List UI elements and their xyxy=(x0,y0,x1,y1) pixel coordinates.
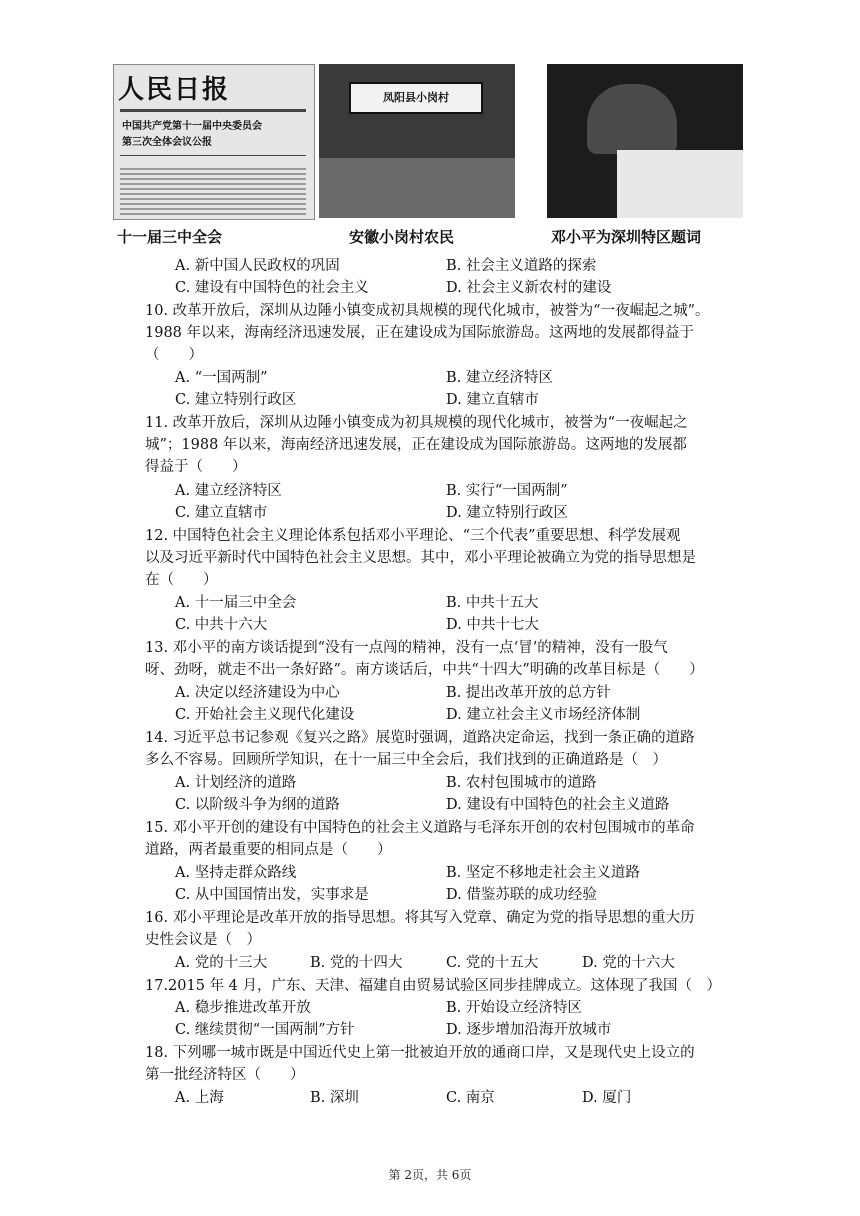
newspaper-headline-1: 中国共产党第十一届中央委员会 xyxy=(122,121,262,132)
page-number-footer: 第 2页，共 6页 xyxy=(388,1168,472,1182)
q10-stem-line: 10. 改革开放后，深圳从边陲小镇变成初具规模的现代化城市，被誉为“一夜崛起之城”。 xyxy=(145,303,710,319)
person-figure xyxy=(587,84,677,154)
q14-stem-line: 多么不容易。回顾所学知识，在十一届三中全会后，我们找到的正确道路是（ ） xyxy=(145,752,667,768)
caption-shenzhen: 邓小平为深圳特区题词 xyxy=(551,228,702,246)
newspaper-headline-2: 第三次全体会议公报 xyxy=(122,137,212,148)
q17-option-a[interactable]: A. 稳步推进改革开放 xyxy=(175,1000,311,1016)
q18-option-d[interactable]: D. 厦门 xyxy=(582,1090,632,1106)
q14-stem-line: 14. 习近平总书记参观《复兴之路》展览时强调，道路决定命运，找到一条正确的道路 xyxy=(145,730,695,746)
caption-plenum: 十一届三中全会 xyxy=(117,228,223,246)
q15-stem-line: 15. 邓小平开创的建设有中国特色的社会主义道路与毛泽东开创的农村包围城市的革命 xyxy=(145,820,695,836)
q10-stem-line: （ ） xyxy=(145,347,203,363)
q15-option-b[interactable]: B. 坚定不移地走社会主义道路 xyxy=(446,865,640,881)
q11-option-d[interactable]: D. 建立特别行政区 xyxy=(446,505,568,521)
q10-option-b[interactable]: B. 建立经济特区 xyxy=(446,370,553,386)
q12-option-d[interactable]: D. 中共十七大 xyxy=(446,617,539,633)
q16-option-d[interactable]: D. 党的十六大 xyxy=(582,955,675,971)
q13-option-c[interactable]: C. 开始社会主义现代化建设 xyxy=(175,707,355,723)
q11-stem-line: 城”；1988 年以来，海南经济迅速发展，正在建设成为国际旅游岛。这两地的发展都 xyxy=(145,437,687,453)
q11-option-b[interactable]: B. 实行“一国两制” xyxy=(446,483,568,499)
q17-option-b[interactable]: B. 开始设立经济特区 xyxy=(446,1000,582,1016)
q18-stem-line: 第一批经济特区（ ） xyxy=(145,1067,305,1083)
q17-stem-line: 17.2015 年 4 月，广东、天津、福建自由贸易试验区同步挂牌成立。这体现了我国（ ） xyxy=(145,978,722,994)
deng-inscription-photo xyxy=(547,64,743,218)
q18-option-c[interactable]: C. 南京 xyxy=(446,1090,495,1106)
q11-stem-line: 得益于（ ） xyxy=(145,459,247,475)
q16-stem-line: 16. 邓小平理论是改革开放的指导思想。将其写入党章、确定为党的指导思想的重大历 xyxy=(145,910,695,926)
q14-option-a[interactable]: A. 计划经济的道路 xyxy=(175,775,297,791)
q13-option-b[interactable]: B. 提出改革开放的总方针 xyxy=(446,685,611,701)
q16-option-b[interactable]: B. 党的十四大 xyxy=(310,955,403,971)
q15-option-c[interactable]: C. 从中国国情出发，实事求是 xyxy=(175,887,369,903)
q16-option-c[interactable]: C. 党的十五大 xyxy=(446,955,539,971)
q10-option-d[interactable]: D. 建立直辖市 xyxy=(446,392,539,408)
q13-stem-line: 呀、劲呀，就走不出一条好路”。南方谈话后，中共“十四大”明确的改革目标是（ ） xyxy=(145,662,704,678)
q11-option-c[interactable]: C. 建立直辖市 xyxy=(175,505,268,521)
q18-option-a[interactable]: A. 上海 xyxy=(175,1090,224,1106)
q12-stem-line: 在（ ） xyxy=(145,572,218,588)
q16-stem-line: 史性会议是（ ） xyxy=(145,932,261,948)
q14-option-c[interactable]: C. 以阶级斗争为纲的道路 xyxy=(175,797,340,813)
q12-option-b[interactable]: B. 中共十五大 xyxy=(446,595,539,611)
q9-option-c[interactable]: C. 建设有中国特色的社会主义 xyxy=(175,280,369,296)
q12-stem-line: 以及习近平新时代中国特色社会主义思想。其中，邓小平理论被确立为党的指导思想是 xyxy=(145,550,696,566)
q15-option-d[interactable]: D. 借鉴苏联的成功经验 xyxy=(446,887,597,903)
q17-option-c[interactable]: C. 继续贯彻“一国两制”方针 xyxy=(175,1022,355,1038)
xiaogang-gate-photo xyxy=(319,64,515,218)
q11-stem-line: 11. 改革开放后，深圳从边陲小镇变成为初具规模的现代化城市，被誉为“一夜崛起之 xyxy=(145,415,688,431)
calligraphy-paper xyxy=(617,150,743,218)
newspaper-masthead: 人民日报 xyxy=(118,75,231,105)
q12-stem-line: 12. 中国特色社会主义理论体系包括邓小平理论、“三个代表”重要思想、科学发展观 xyxy=(145,528,681,544)
q13-option-d[interactable]: D. 建立社会主义市场经济体制 xyxy=(446,707,641,723)
crowd-image xyxy=(319,158,515,218)
q14-option-b[interactable]: B. 农村包围城市的道路 xyxy=(446,775,597,791)
q15-option-a[interactable]: A. 坚持走群众路线 xyxy=(175,865,297,881)
q10-option-c[interactable]: C. 建立特别行政区 xyxy=(175,392,297,408)
q17-option-d[interactable]: D. 逐步增加沿海开放城市 xyxy=(446,1022,612,1038)
q13-option-a[interactable]: A. 决定以经济建设为中心 xyxy=(175,685,340,701)
q15-stem-line: 道路，两者最重要的相同点是（ ） xyxy=(145,842,392,858)
q12-option-c[interactable]: C. 中共十六大 xyxy=(175,617,268,633)
divider xyxy=(120,109,306,112)
newspaper-photo xyxy=(113,64,315,220)
q16-option-a[interactable]: A. 党的十三大 xyxy=(175,955,268,971)
divider xyxy=(120,155,306,156)
q12-option-a[interactable]: A. 十一届三中全会 xyxy=(175,595,297,611)
newspaper-text-block xyxy=(120,165,306,215)
q11-option-a[interactable]: A. 建立经济特区 xyxy=(175,483,282,499)
q13-stem-line: 13. 邓小平的南方谈话提到“没有一点闯的精神，没有一点‘冒’的精神，没有一股气 xyxy=(145,640,668,656)
figure-photos xyxy=(113,64,743,244)
q9-option-b[interactable]: B. 社会主义道路的探索 xyxy=(446,258,597,274)
q18-stem-line: 18. 下列哪一城市既是中国近代史上第一批被迫开放的通商口岸，又是现代史上设立的 xyxy=(145,1045,695,1061)
caption-xiaogang: 安徽小岗村农民 xyxy=(349,228,455,246)
q14-option-d[interactable]: D. 建设有中国特色的社会主义道路 xyxy=(446,797,670,813)
q9-option-d[interactable]: D. 社会主义新农村的建设 xyxy=(446,280,612,296)
gate-sign: 凤阳县小岗村 xyxy=(349,82,483,114)
q10-stem-line: 1988 年以来，海南经济迅速发展，正在建设成为国际旅游岛。这两地的发展都得益于 xyxy=(145,325,695,341)
q10-option-a[interactable]: A. “一国两制” xyxy=(175,370,268,386)
q18-option-b[interactable]: B. 深圳 xyxy=(310,1090,359,1106)
q9-option-a[interactable]: A. 新中国人民政权的巩固 xyxy=(175,258,340,274)
